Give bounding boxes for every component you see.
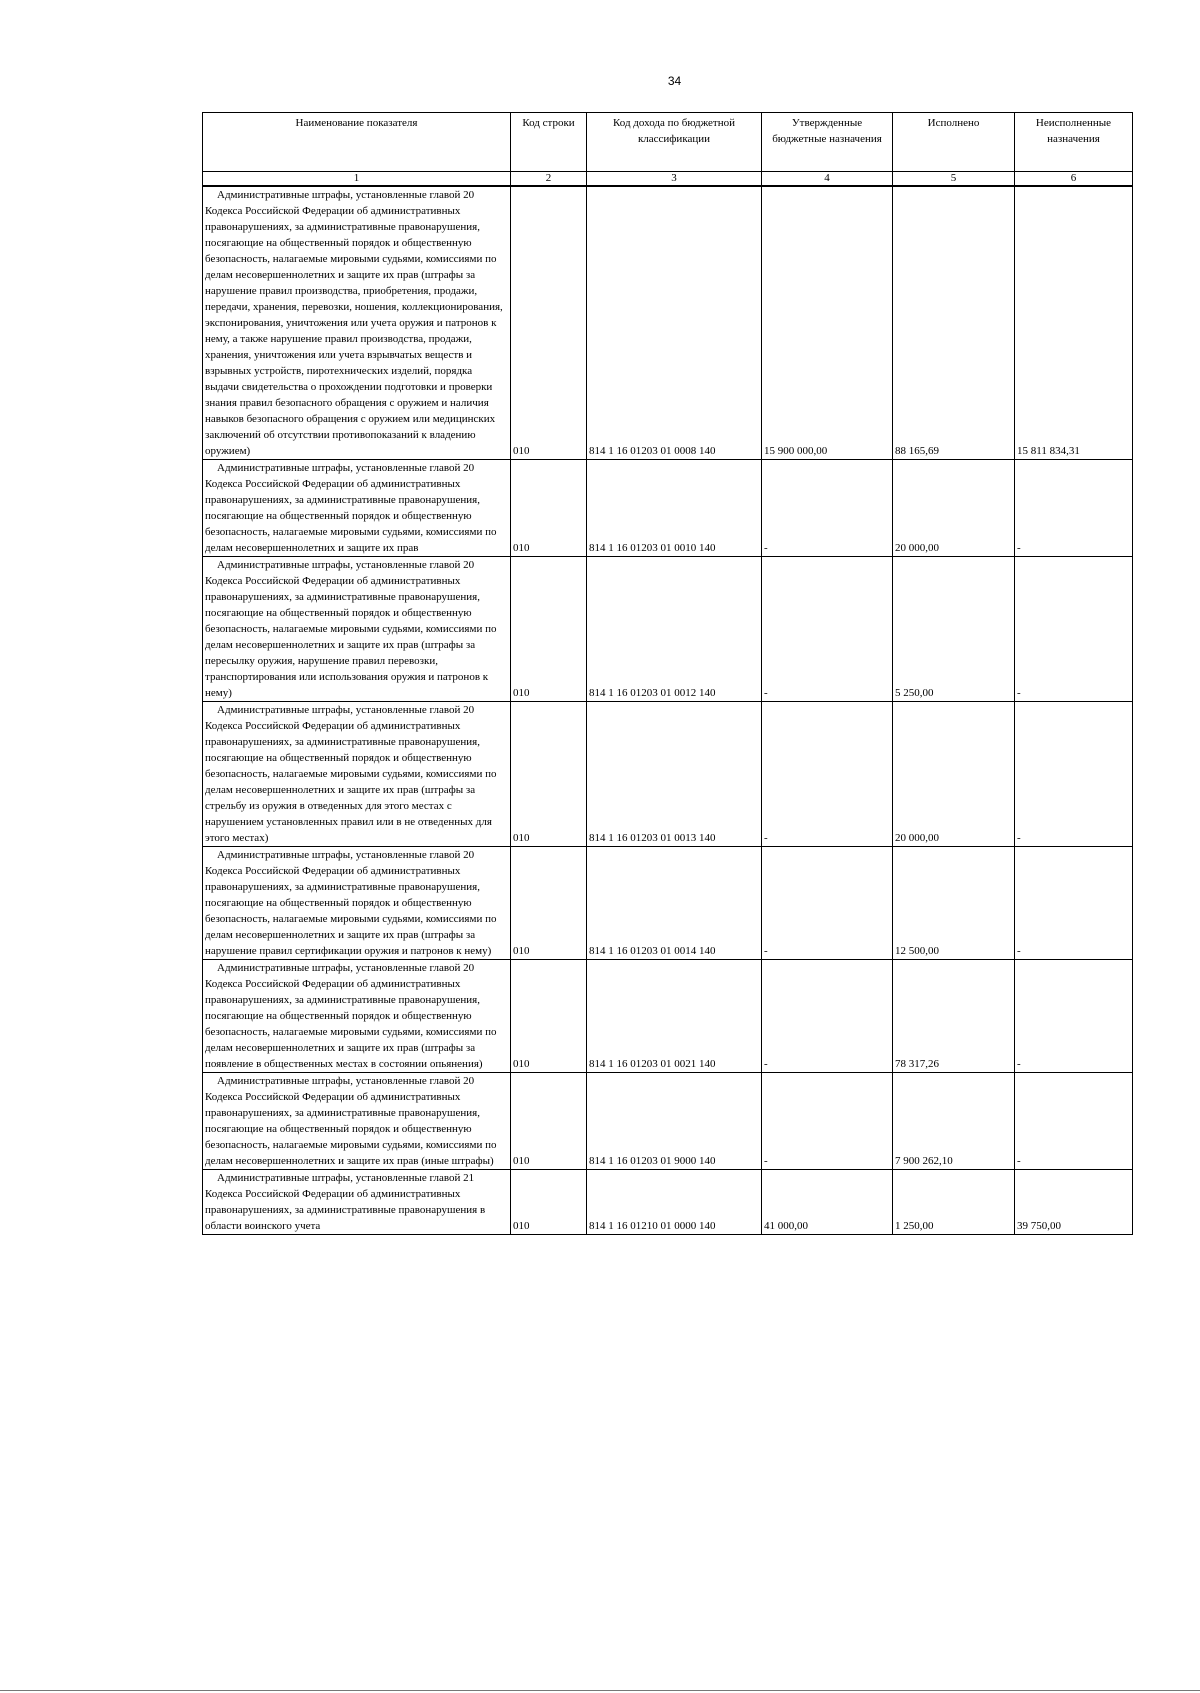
line-code: 010 xyxy=(511,460,587,557)
column-number-row xyxy=(203,172,1133,187)
unexecuted-amount: 39 750,00 xyxy=(1015,1170,1133,1235)
unexecuted-amount: 15 811 834,31 xyxy=(1015,186,1133,460)
indicator-name: Административные штрафы, установленные главой 20 Кодекса Российской Федерации об административных правонарушениях, за административные правонарушения, посягающие на общественный порядок и общественную безопасность, налагаемые мировыми судьями, комиссиями по делам несовершеннолетних и защите их прав (штрафы за нарушение правил сертификации оружия и патронов к нему) xyxy=(205,849,497,957)
line-code: 010 xyxy=(511,186,587,460)
indicator-name: Административные штрафы, установленные главой 21 Кодекса Российской Федерации об административных правонарушениях, за административные правонарушения в области воинского учета xyxy=(205,1172,486,1232)
budget-execution-table xyxy=(202,112,1133,1235)
column-number: 5 xyxy=(893,172,1015,187)
table-row xyxy=(203,960,1133,1073)
indicator-name-cell xyxy=(203,1170,511,1235)
column-number: 6 xyxy=(1015,172,1133,187)
income-code: 814 1 16 01203 01 9000 140 xyxy=(587,1073,762,1170)
table-row xyxy=(203,1073,1133,1170)
indicator-name-cell xyxy=(203,1073,511,1170)
approved-amount: - xyxy=(762,847,893,960)
table-row xyxy=(203,847,1133,960)
table-row xyxy=(203,702,1133,847)
table-row xyxy=(203,1170,1133,1235)
income-code: 814 1 16 01203 01 0012 140 xyxy=(587,557,762,702)
executed-amount: 78 317,26 xyxy=(893,960,1015,1073)
line-code: 010 xyxy=(511,960,587,1073)
line-code: 010 xyxy=(511,1073,587,1170)
indicator-name-cell xyxy=(203,702,511,847)
approved-amount: - xyxy=(762,960,893,1073)
approved-amount: - xyxy=(762,702,893,847)
header-approved: Утвержденные бюджетные назначения xyxy=(762,113,893,172)
table-row xyxy=(203,460,1133,557)
executed-amount: 1 250,00 xyxy=(893,1170,1015,1235)
approved-amount: - xyxy=(762,460,893,557)
executed-amount: 7 900 262,10 xyxy=(893,1073,1015,1170)
income-code: 814 1 16 01203 01 0014 140 xyxy=(587,847,762,960)
header-row xyxy=(203,113,1133,172)
indicator-name-cell xyxy=(203,847,511,960)
income-code: 814 1 16 01203 01 0010 140 xyxy=(587,460,762,557)
income-code: 814 1 16 01210 01 0000 140 xyxy=(587,1170,762,1235)
executed-amount: 20 000,00 xyxy=(893,460,1015,557)
column-number: 4 xyxy=(762,172,893,187)
header-income-code: Код дохода по бюджетной классификации xyxy=(587,113,762,172)
indicator-name-cell xyxy=(203,186,511,460)
unexecuted-amount: - xyxy=(1015,702,1133,847)
approved-amount: - xyxy=(762,1073,893,1170)
indicator-name: Административные штрафы, установленные главой 20 Кодекса Российской Федерации об административных правонарушениях, за административные правонарушения, посягающие на общественный порядок и общественную безопасность, налагаемые мировыми судьями, комиссиями по делам несовершеннолетних и защите их прав (штрафы за нарушение правил производства, приобретения, продажи, передачи, хранения, перевозки, ношения, коллекционирования, экспонирования, уничтожения или учета оружия и патронов к нему, а также нарушение правил производства, продажи, хранения, уничтожения или учета взрывчатых веществ и взрывных устройств, пиротехнических изделий, порядка выдачи свидетельства о прохождении подготовки и проверки знания правил безопасного обращения с оружием и наличия навыков безопасного обращения с оружием или медицинских заключений об отсутствии противопоказаний к владению оружием) xyxy=(205,189,503,457)
income-code: 814 1 16 01203 01 0021 140 xyxy=(587,960,762,1073)
indicator-name: Административные штрафы, установленные главой 20 Кодекса Российской Федерации об административных правонарушениях, за административные правонарушения, посягающие на общественный порядок и общественную безопасность, налагаемые мировыми судьями, комиссиями по делам несовершеннолетних и защите их прав (иные штрафы) xyxy=(205,1075,497,1167)
unexecuted-amount: - xyxy=(1015,557,1133,702)
indicator-name: Административные штрафы, установленные главой 20 Кодекса Российской Федерации об административных правонарушениях, за административные правонарушения, посягающие на общественный порядок и общественную безопасность, налагаемые мировыми судьями, комиссиями по делам несовершеннолетних и защите их прав (штрафы за стрельбу из оружия в отведенных для этого местах с нарушением установленных правил или в не отведенных для этого местах) xyxy=(205,704,497,844)
unexecuted-amount: - xyxy=(1015,460,1133,557)
header-line-code: Код строки xyxy=(511,113,587,172)
approved-amount: 15 900 000,00 xyxy=(762,186,893,460)
indicator-name-cell xyxy=(203,960,511,1073)
approved-amount: 41 000,00 xyxy=(762,1170,893,1235)
indicator-name-cell xyxy=(203,557,511,702)
line-code: 010 xyxy=(511,1170,587,1235)
unexecuted-amount: - xyxy=(1015,960,1133,1073)
unexecuted-amount: - xyxy=(1015,1073,1133,1170)
indicator-name-cell xyxy=(203,460,511,557)
line-code: 010 xyxy=(511,702,587,847)
page-number: 34 xyxy=(667,74,682,88)
income-code: 814 1 16 01203 01 0013 140 xyxy=(587,702,762,847)
line-code: 010 xyxy=(511,557,587,702)
indicator-name: Административные штрафы, установленные главой 20 Кодекса Российской Федерации об административных правонарушениях, за административные правонарушения, посягающие на общественный порядок и общественную безопасность, налагаемые мировыми судьями, комиссиями по делам несовершеннолетних и защите их прав (штрафы за пересылку оружия, нарушение правил перевозки, транспортирования или использования оружия и патронов к нему) xyxy=(205,559,497,699)
table-row xyxy=(203,557,1133,702)
approved-amount: - xyxy=(762,557,893,702)
column-number: 1 xyxy=(203,172,511,187)
column-number: 3 xyxy=(587,172,762,187)
line-code: 010 xyxy=(511,847,587,960)
indicator-name: Административные штрафы, установленные главой 20 Кодекса Российской Федерации об административных правонарушениях, за административные правонарушения, посягающие на общественный порядок и общественную безопасность, налагаемые мировыми судьями, комиссиями по делам несовершеннолетних и защите их прав xyxy=(205,462,497,554)
executed-amount: 88 165,69 xyxy=(893,186,1015,460)
header-indicator-name: Наименование показателя xyxy=(203,113,511,172)
header-unexecuted: Неисполненные назначения xyxy=(1015,113,1133,172)
executed-amount: 5 250,00 xyxy=(893,557,1015,702)
table-row xyxy=(203,186,1133,460)
indicator-name: Административные штрафы, установленные главой 20 Кодекса Российской Федерации об административных правонарушениях, за административные правонарушения, посягающие на общественный порядок и общественную безопасность, налагаемые мировыми судьями, комиссиями по делам несовершеннолетних и защите их прав (штрафы за появление в общественных местах в состоянии опьянения) xyxy=(205,962,497,1070)
scan-bottom-edge xyxy=(0,1690,1200,1691)
header-executed: Исполнено xyxy=(893,113,1015,172)
income-code: 814 1 16 01203 01 0008 140 xyxy=(587,186,762,460)
unexecuted-amount: - xyxy=(1015,847,1133,960)
executed-amount: 20 000,00 xyxy=(893,702,1015,847)
column-number: 2 xyxy=(511,172,587,187)
executed-amount: 12 500,00 xyxy=(893,847,1015,960)
